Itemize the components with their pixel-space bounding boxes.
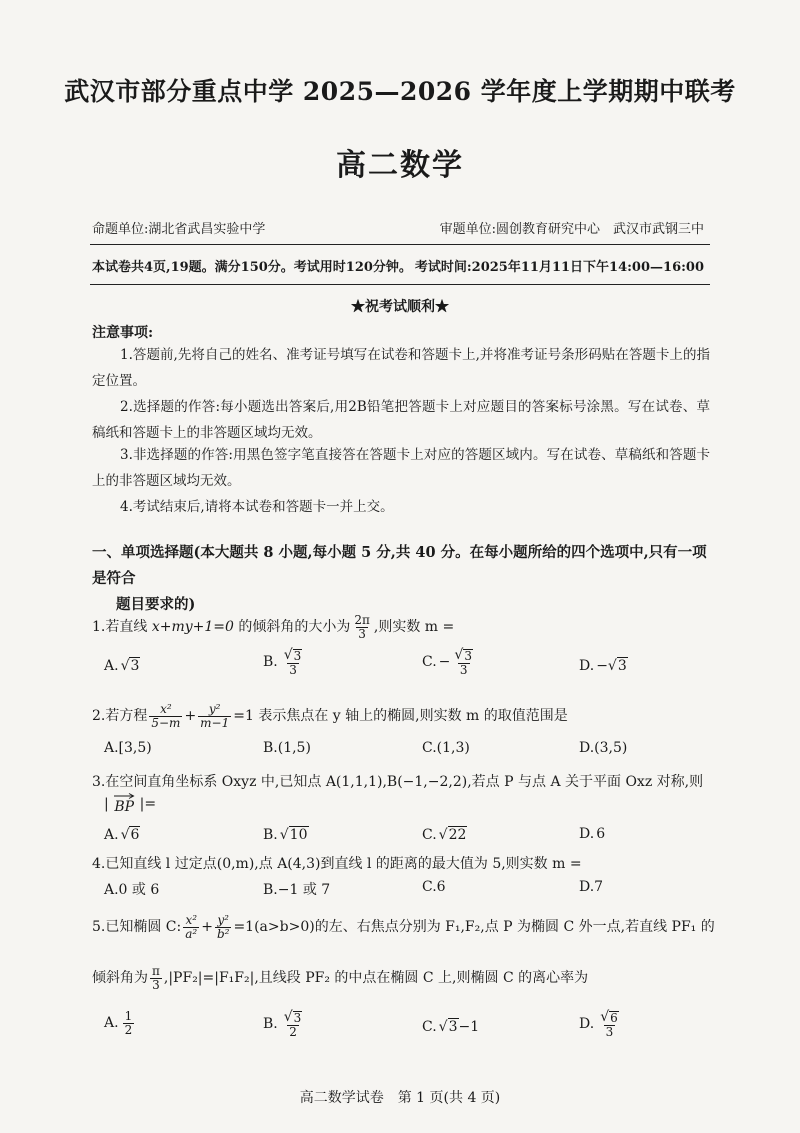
question-5 (92, 914, 715, 940)
divider-top (90, 244, 710, 245)
q2-option-c: C.(1,3) (422, 740, 470, 756)
frac-den: 5−m (151, 715, 181, 730)
q5-suffix: =1(a>b>0)的左、右焦点分别为 F₁,F₂,点 P 为椭圆 C 外一点,若直线 PF₁ 的 (233, 919, 715, 936)
notice-title: 注意事项: (92, 325, 154, 341)
sqrt-radicand: 6 (610, 1011, 618, 1026)
q5-prefix: 5.已知椭圆 C: (92, 919, 182, 936)
frac-den: 2 (124, 1022, 133, 1037)
option-label: C. (422, 826, 437, 843)
q3-option-b: B. √ 10 (263, 826, 308, 843)
option-label: B. (263, 654, 278, 671)
frac-den: 3 (459, 662, 468, 677)
q4-option-d: D.7 (579, 879, 604, 895)
page-footer: 高二数学试卷 第 1 页(共 4 页) (299, 1090, 501, 1106)
question-3: 3.在空间直角坐标系 Oxyz 中,已知点 A(1,1,1),B(−1,−2,2),若点 P 与点 A 关于平面 Oxz 对称,则 (92, 774, 704, 790)
q1-equation: x+my+1=0 (151, 619, 234, 636)
option-label: C. (422, 1018, 437, 1035)
q4-option-a: A.0 或 6 (104, 882, 160, 898)
question-1 (92, 614, 454, 640)
sqrt: √ 3 (607, 658, 627, 674)
sqrt-radicand: 22 (448, 827, 467, 843)
sqrt-radicand: 3 (617, 658, 627, 674)
q5-angle-fraction (150, 965, 162, 991)
abs-bar-right: |= (139, 796, 157, 812)
q2-option-b: B.(1,5) (263, 740, 311, 756)
subject-title: 高二数学 (336, 148, 464, 183)
q1-middle: 的倾斜角的大小为 (233, 619, 351, 636)
option-label: A. (104, 1015, 119, 1032)
q5-line2-prefix: 倾斜角为 (92, 970, 148, 987)
exam-time: 考试时间:2025年11月11日下午14:00—16:00 (414, 260, 704, 275)
q2-suffix: =1 表示焦点在 y 轴上的椭圆,则实数 m 的取值范围是 (233, 708, 568, 725)
q4-option-c: C.6 (422, 879, 446, 895)
q3-option-d (579, 826, 605, 842)
notice-item: 2.选择题的作答:每小题选出答案后,用2B铅笔把答题卡上对应题目的答案标号涂黑。写在试卷、草稿纸和答题卡上的非答题区域均无效。 (92, 399, 710, 441)
author-unit: 命题单位:湖北省武昌实验中学 (92, 222, 266, 237)
question-4: 4.已知直线 l 过定点(0,m),点 A(4,3)到直线 l 的距离的最大值为 5,则实数 m = (92, 856, 582, 872)
q1-frac-num: 2π (354, 613, 370, 627)
sqrt-radicand: 10 (289, 827, 308, 843)
fraction: √ 3 3 (454, 647, 472, 677)
option-label: D. (579, 826, 595, 842)
frac-den: m−1 (200, 715, 230, 730)
q1-option-c (422, 648, 477, 676)
plus-sign: + (201, 919, 213, 936)
q1-suffix: ,则实数 m = (373, 619, 455, 636)
q2-option-a: A.[3,5) (104, 740, 152, 756)
q1-option-d (579, 657, 628, 674)
option-label: C. (422, 654, 437, 671)
q1-prefix: 1.若直线 (92, 619, 152, 636)
option-label: A. (104, 657, 119, 674)
q5-fraction-2 (215, 914, 232, 940)
q5-option-c: C. √ 3 −1 (422, 1018, 480, 1035)
sqrt-radicand: 3 (464, 649, 472, 664)
option-label: D. (579, 657, 595, 674)
plus-sign: + (184, 708, 197, 725)
sqrt-radicand: 6 (130, 827, 140, 843)
paper-info: 本试卷共4页,19题。满分150分。考试用时120分钟。 (92, 260, 412, 275)
frac-den: 3 (152, 977, 160, 992)
sqrt-radicand: 3 (448, 1019, 458, 1035)
minus-sign: − (596, 657, 608, 674)
q2-fraction-2 (198, 703, 231, 729)
frac-den: 2 (289, 1024, 297, 1039)
review-unit: 审题单位:圆创教育研究中心 武汉市武钢三中 (439, 222, 704, 237)
abs-bar-left: | (104, 796, 109, 812)
notice-item: 3.非选择题的作答:用黑色签字笔直接答在答题卡上对应的答题区域内。写在试卷、草稿纸和答题卡上的非答题区域均无效。 (92, 447, 710, 489)
frac-den: a² (185, 926, 198, 941)
option-value: 6 (596, 826, 606, 842)
q4-option-b: B.−1 或 7 (263, 882, 331, 898)
vector-label: BP (114, 799, 135, 815)
q2-fraction-1 (149, 703, 182, 729)
q1-option-a (104, 657, 140, 674)
good-luck-wish: ★祝考试顺利★ (351, 299, 449, 315)
question-5-line2 (92, 965, 588, 991)
minus-sign: − (438, 654, 451, 671)
sqrt-radicand: 3 (130, 658, 140, 674)
frac-den: 3 (605, 1024, 614, 1039)
q2-option-d: D.(3,5) (579, 740, 628, 756)
divider-bottom (90, 284, 710, 285)
option-label: A. (104, 826, 119, 843)
q1-frac-den: 3 (358, 626, 366, 641)
q1-option-b (263, 648, 306, 676)
frac-num: x² (160, 702, 172, 716)
frac-num: 1 (124, 1009, 133, 1023)
sqrt-radicand: 3 (293, 1011, 302, 1026)
question-2 (92, 703, 568, 729)
q5-option-d: D. √ 6 3 (579, 1009, 618, 1039)
option-label: D. (579, 1016, 595, 1033)
frac-num: π (152, 964, 160, 978)
q1-angle-fraction (352, 614, 372, 640)
vector-bp (113, 793, 135, 815)
notice-item: 1.答题前,先将自己的姓名、准考证号填写在试卷和答题卡上,并将准考证号条形码贴在答题卡上的指定位置。 (92, 347, 710, 389)
option-label: B. (263, 1016, 278, 1033)
frac-num: x² (185, 913, 198, 927)
sqrt: √ 3 (120, 658, 140, 674)
q5-line2-suffix: ,|PF₂|=|F₁F₂|,且线段 PF₂ 的中点在椭圆 C 上,则椭圆 C 的离心率为 (163, 970, 589, 987)
q3-option-a: A. √ 6 (104, 826, 140, 843)
section-heading-line2: 题目要求的) (116, 596, 196, 613)
frac-den: b² (216, 926, 230, 941)
q3-option-c: C. √ 22 (422, 826, 467, 843)
q5-option-b: B. √ 3 2 (263, 1009, 302, 1039)
section-heading-line1: 一、单项选择题(本大题共 8 小题,每小题 5 分,共 40 分。在每小题所给的四个选项中,只有一项是符合 (92, 544, 707, 587)
frac-num: y² (208, 702, 221, 716)
q5-fraction-1 (183, 914, 199, 940)
frac-num: y² (217, 913, 229, 927)
q3-vector-line (104, 793, 156, 815)
q2-prefix: 2.若方程 (92, 708, 148, 725)
exam-title: 武汉市部分重点中学 2025—2026 学年度上学期期中联考 (64, 77, 736, 106)
option-label: B. (263, 826, 278, 843)
notice-item: 4.考试结束后,请将本试卷和答题卡一并上交。 (120, 499, 394, 515)
fraction: √ 3 3 (283, 647, 302, 677)
section-heading (92, 540, 712, 618)
sqrt-radicand: 3 (293, 649, 302, 664)
option-tail: −1 (458, 1018, 480, 1035)
frac-den: 3 (289, 662, 297, 677)
q5-option-a (104, 1010, 136, 1036)
